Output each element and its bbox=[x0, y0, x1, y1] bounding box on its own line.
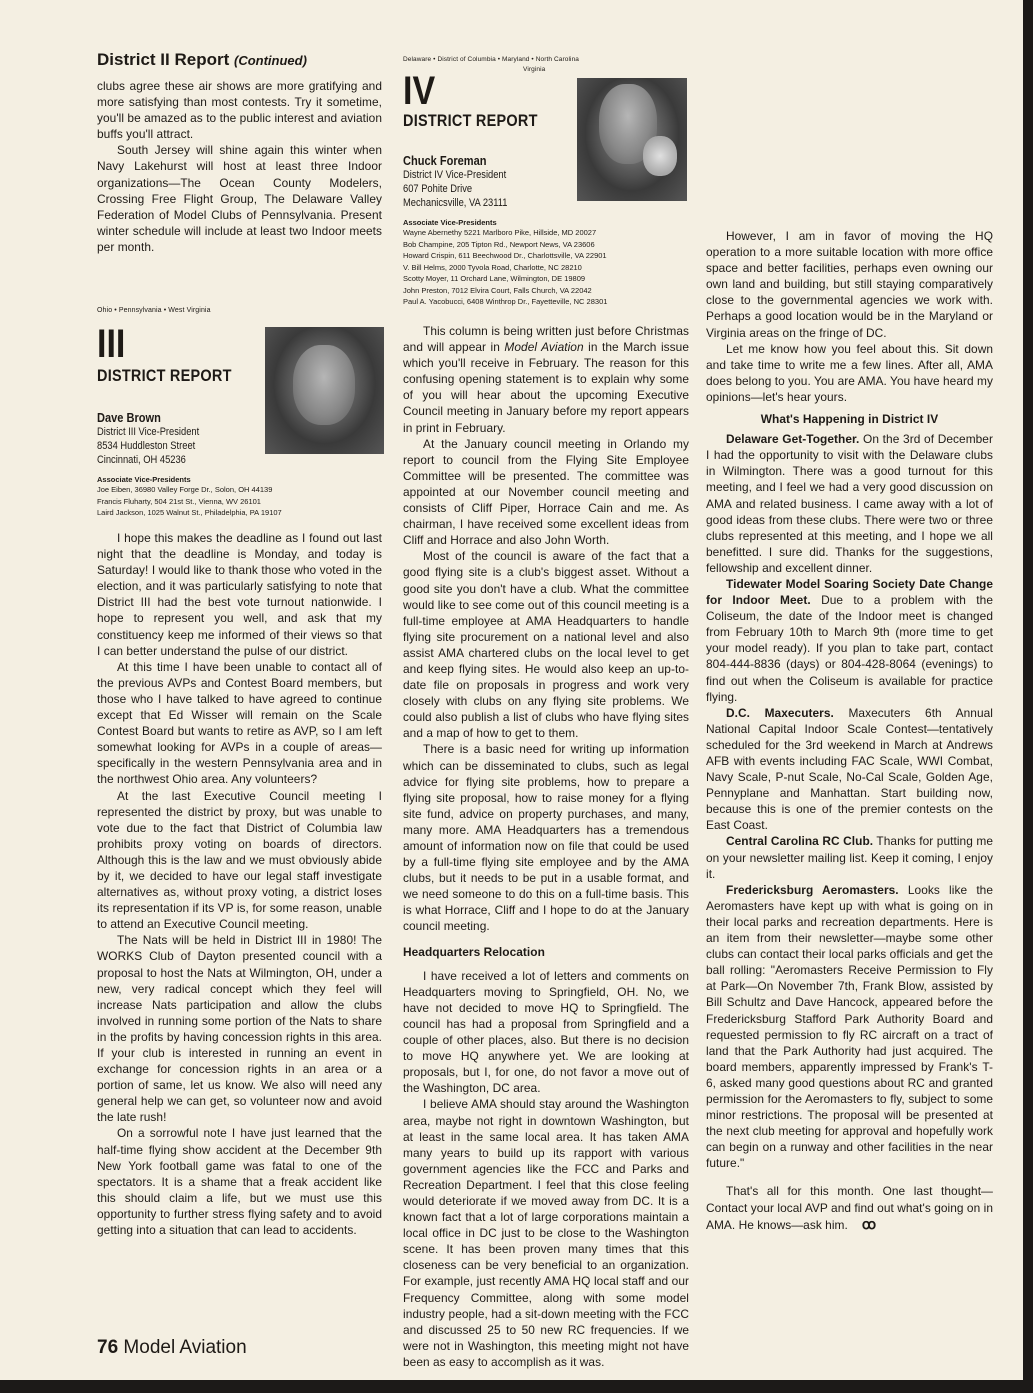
news-item bbox=[706, 833, 993, 881]
district-4-body-continued bbox=[706, 52, 993, 1233]
avp-entry: Joe Eiben, 36980 Valley Forge Dr., Solon, OH 44139 bbox=[97, 485, 273, 494]
avp-entry: Wayne Abernethy 5221 Marlboro Pike, Hillside, MD 20027 bbox=[403, 228, 597, 237]
district-3-numeral: III bbox=[97, 322, 126, 366]
paragraph: At the January council meeting in Orlando my report to council from the Flying Site Employee Committee will be presented. The committee was appointed at our November council meeting and consists of Cliff Piper, Horrace Cain and me. As chairman, I have received some excellent ideas from Cliff and Horrace and also John Worth. bbox=[403, 436, 689, 548]
page-footer bbox=[97, 1337, 247, 1359]
paragraph: I have received a lot of letters and comments on Headquarters moving to Springfield, OH. No, we have not decided to move HQ to Springfield. The council has had a proposal from Springfield and a couple of other places, also. But there is no decision to move HQ anywhere yet. We are looking at proposals, but I, for one, do not favor a move out of the Washington, DC area. bbox=[403, 968, 689, 1096]
continued-label: (Continued) bbox=[233, 53, 307, 68]
vp-street: 8534 Huddleston Street bbox=[97, 440, 196, 452]
paragraph: On a sorrowful note I have just learned that the half-time flying show accident at the December 9th New York football game was fatal to one of the spectators. It is a shame that a freak accident like this should claim a life, but we must use this opportunity to further stress flying safety and to avoid getting into a situation that can lead to accidents. bbox=[97, 1126, 382, 1238]
item-text: Thanks for putting me on your newsletter mailing list. Keep it coming, I enjoy it. bbox=[706, 834, 993, 881]
avp-heading: Associate Vice-Presidents bbox=[97, 475, 191, 484]
avp-entry: V. Bill Helms, 2000 Tyvola Road, Charlotte, NC 28210 bbox=[403, 262, 582, 272]
vp-name: Chuck Foreman bbox=[403, 153, 487, 168]
item-lead: D.C. Maxecuters. bbox=[726, 705, 834, 720]
text: in the March issue which you'll receive in February. The reason for this confusing opening statement is to explain why some of you will hear about the upcoming Executive Council meeting in January before my report appears in print in February. bbox=[403, 340, 689, 435]
vp-title: District III Vice-President bbox=[97, 426, 200, 438]
text: This column is being written just before Christmas and will appear in bbox=[403, 324, 689, 355]
paragraph: Most of the council is aware of the fact that a good flying site is a club's biggest asset. Without a good site you don't have a club. What the committee would like to see come out of this council meeting is a full-time employee at AMA Headquarters to handle flying site procurement on a national level and also assist AMA chartered clubs on the local level to get and keep flying sites. He would also keep an up-to-date file on proposals in progress and work very closely with clubs on any flying site problems. We could also publish a list of clubs who have flying sites and a map of how to get to them. bbox=[403, 549, 689, 741]
closing-text: That's all for this month. One last thought—Contact your local AVP and find out what's going on in AMA. He knows—ask him. bbox=[706, 1184, 993, 1232]
news-item bbox=[706, 576, 993, 705]
paragraph: I believe AMA should stay around the Washington area, maybe not right in downtown Washington, but at least in the same local area. It has taken AMA many years to build up its rapport with various government agencies like the FCC and Parks and Recreation Department. I feel that this close feeling would deteriorate if we moved away from DC. It is a known fact that a lot of large corporations maintain a local office in DC just to be close to the Washington scene. It has been proven many times that this closeness can be very beneficial to an organization. For example, just recently AMA HQ local staff and our Frequency Committee, along with some model industry people, had a sit-down meeting with the FCC and discussed 25 to 50 new RC frequencies. If we were not in Washington, this meeting might not have been as easy to accomplish as it was. bbox=[403, 1097, 689, 1369]
district-2-title: District II Report bbox=[97, 50, 230, 69]
vp-street: 607 Pohite Drive bbox=[403, 183, 473, 195]
district-3-regions: Ohio • Pennsylvania • West Virginia bbox=[97, 307, 211, 314]
paragraph: clubs agree these air shows are more gratifying and more satisfying than most contests. Try it sometime, you'll be amazed as to the public interest and aviation buffs you'll attract. bbox=[97, 79, 382, 142]
district-3-title: DISTRICT REPORT bbox=[97, 366, 232, 385]
news-item bbox=[706, 705, 993, 834]
district-2-body bbox=[97, 78, 382, 255]
vp-city: Mechanicsville, VA 23111 bbox=[403, 197, 508, 209]
district-4-regions-2: Virginia bbox=[523, 66, 546, 73]
vp-city: Cincinnati, OH 45236 bbox=[97, 454, 186, 466]
paragraph: The Nats will be held in District III in 1980! The WORKS Club of Dayton presented council with a proposal to host the Nats at Wilmington, OH, under a new, very radical concept which they feel will increase Nats participation and allow the clubs involved in running some portion of the Nats to share in the profits by having concession rights in this area. If your club is interested in running an event in exchange for concession rights in an area or a portion of same, let us know. We also will need any general help we can get, so volunteer now and avoid the late rush! bbox=[97, 933, 382, 1125]
avp-entry: Bob Champine, 205 Tipton Rd., Newport News, VA 23606 bbox=[403, 239, 595, 249]
dave-brown-photo bbox=[265, 327, 384, 454]
publication-name: Model Aviation bbox=[123, 1337, 247, 1358]
magazine-title: Model Aviation bbox=[504, 340, 584, 355]
avp-entry: Laird Jackson, 1025 Walnut St., Philadelphia, PA 19107 bbox=[97, 508, 282, 517]
district-3-body bbox=[97, 530, 382, 1238]
whats-happening-heading: What's Happening in District IV bbox=[760, 412, 939, 427]
item-lead: Fredericksburg Aeromasters. bbox=[726, 882, 899, 897]
paragraph: However, I am in favor of moving the HQ operation to a more suitable location with more office space and better facilities, perhaps even owning our own land and building, but still staying comparatively close to the governmental agencies we work with. Perhaps a good location would be in the Maryland or Virginia areas on the fringe of DC. bbox=[706, 229, 993, 340]
page-number: 76 bbox=[97, 1337, 119, 1358]
item-text: On the 3rd of December I had the opportunity to visit with the Delaware clubs in Wilmington. There was a good turnout for this meeting, and I feel we had a very good discussion on AMA and related business. I came away with a lot of good ideas from these clubs. There were two or three clubs represented at this meeting, and I hope we all benefitted. I sure did. Thanks for the suggestions, fellowship and excellent dinner. bbox=[706, 432, 993, 575]
paragraph: At this time I have been unable to contact all of the previous AVPs and Contest Board members, but those who I have talked to have agreed to continue except that Ed Wisser will remain on the Scale Contest Board but wants to retire as AVP, so I am left somewhat looking for AVPs in a couple of areas—specifically in the western Pennsylvania area and in the northwest Ohio area. Any volunteers? bbox=[97, 659, 382, 787]
avp-entry: Francis Fluharty, 504 21st St., Vienna, WV 26101 bbox=[97, 496, 261, 506]
avp-entry: Howard Crispin, 611 Beechwood Dr., Charlottsville, VA 22901 bbox=[403, 251, 607, 260]
news-item bbox=[706, 882, 993, 1172]
avp-entry: Paul A. Yacobucci, 6408 Winthrop Dr., Fayetteville, NC 28301 bbox=[403, 297, 608, 306]
paragraph: South Jersey will shine again this winter when Navy Lakehurst will host at least three Indoor organizations—The Ocean County Modelers, Crossing Free Flight Group, The Delaware Valley Federation of Model Clubs of Pennsylvania. Present winter schedule will include at least two Indoor meets per month. bbox=[97, 143, 382, 254]
district-4-regions: Delaware • District of Columbia • Maryland • North Carolina bbox=[403, 56, 580, 63]
item-text: Looks like the Aeromasters have kept up with what is going on in their local parks and recreation departments. Here is an item from their newsletter—maybe some other clubs can contact their local parks officials and get the ball rolling: "Aeromasters Receive Permission to Fly at Park—On November 7th, Frank Blow, assisted by Bill Schultz and Dave Hancock, appeared before the Fredericksburg Stafford Park Authority Board and requested permission to fly RC aircraft on a tract of land that the Park Authority had just acquired. The board members, apparently impressed by Frank's T-6, asked many good questions about RC and granted permission for the Aeromasters to fly, subject to some minor restrictions. The proposal will be presented at the next club meeting for approval and hopefully work can begin on a runway and other facilities in the near future." bbox=[706, 882, 993, 1171]
end-mark-icon: ꝏ bbox=[861, 1215, 877, 1232]
avp-heading: Associate Vice-Presidents bbox=[403, 218, 497, 227]
avp-entry: John Preston, 7012 Elvira Court, Falls Church, VA 22042 bbox=[403, 285, 592, 295]
closing-paragraph bbox=[706, 1183, 993, 1232]
paragraph: There is a basic need for writing up information which can be disseminated to clubs, such as legal advice for flying site problems, how to prepare a flying site proposal, how to raise money for a flying site fund, advice on property purchases, and many, many more. AMA Headquarters has a tremendous amount of information now on file that could be used by a full-time flying site employee and by the AMA clubs, but it needs to be put in a usable format, and we need someone to do this on a full-time basis. This is what Horrace, Cliff and I hope to do at the January council meeting. bbox=[403, 742, 689, 934]
paragraph: I hope this makes the deadline as I found out last night that the deadline is Monday, and today is Saturday! I would like to thank those who voted in the election, and it was particularly satisfying to note that District III had the best vote turnout nationwide. I hope to represent you well, and ask that my constituency keep me informed of their views so that I can better understand the pulse of our district. bbox=[97, 531, 382, 658]
vp-name: Dave Brown bbox=[97, 410, 161, 425]
district-4-body bbox=[403, 323, 689, 1370]
paragraph: Let me know how you feel about this. Sit down and take time to write me a few lines. After all, AMA does belong to you. You are AMA. You have heard my opinions—let's hear yours. bbox=[706, 341, 993, 404]
item-lead: Delaware Get-Together. bbox=[726, 432, 860, 447]
district-2-heading bbox=[97, 50, 307, 70]
headquarters-relocation-heading: Headquarters Relocation bbox=[403, 944, 545, 959]
chuck-foreman-photo bbox=[577, 78, 687, 201]
news-item bbox=[706, 431, 993, 576]
item-text: Maxecuters 6th Annual National Capital Indoor Scale Contest—tentatively scheduled for the 3rd weekend in March at Andrews AFB with events including FAC Scale, WWI Combat, Navy Scale, P-nut Scale, No-Cal Scale, Golden Age, Pennyplane and Manhattan. Start building now, because this is one of the premier contests on the East Coast. bbox=[706, 705, 993, 833]
district-4-title: DISTRICT REPORT bbox=[403, 111, 538, 130]
paragraph: At the last Executive Council meeting I represented the district by proxy, but was unable to vote due to the fact that District of Columbia law prohibits proxy voting on boards of directors. Although this is the law and we must obviously abide by it, we decided to have our legal staff investigate alternatives as, without proxy voting, a district loses its representation if its VP is, for some reason, unable to attend an Executive Council meeting. bbox=[97, 788, 382, 932]
district-4-numeral: IV bbox=[403, 69, 436, 113]
vp-title: District IV Vice-President bbox=[403, 169, 507, 181]
item-lead: Tidewater Model Soaring Society Date Change for Indoor Meet. bbox=[706, 576, 993, 608]
item-lead: Central Carolina RC Club. bbox=[726, 834, 874, 849]
item-text: Due to a problem with the Coliseum, the date of the Indoor meet is changed from February 10th to March 9th (more time to get your model ready). If you plan to take part, contact 804-444-8836 (days) or 804-428-8064 (evenings) to find out when the Coliseum is available for practice flying. bbox=[706, 593, 993, 704]
avp-entry: Scotty Moyer, 11 Orchard Lane, Wilmington, DE 19809 bbox=[403, 274, 586, 283]
paragraph bbox=[403, 323, 689, 436]
